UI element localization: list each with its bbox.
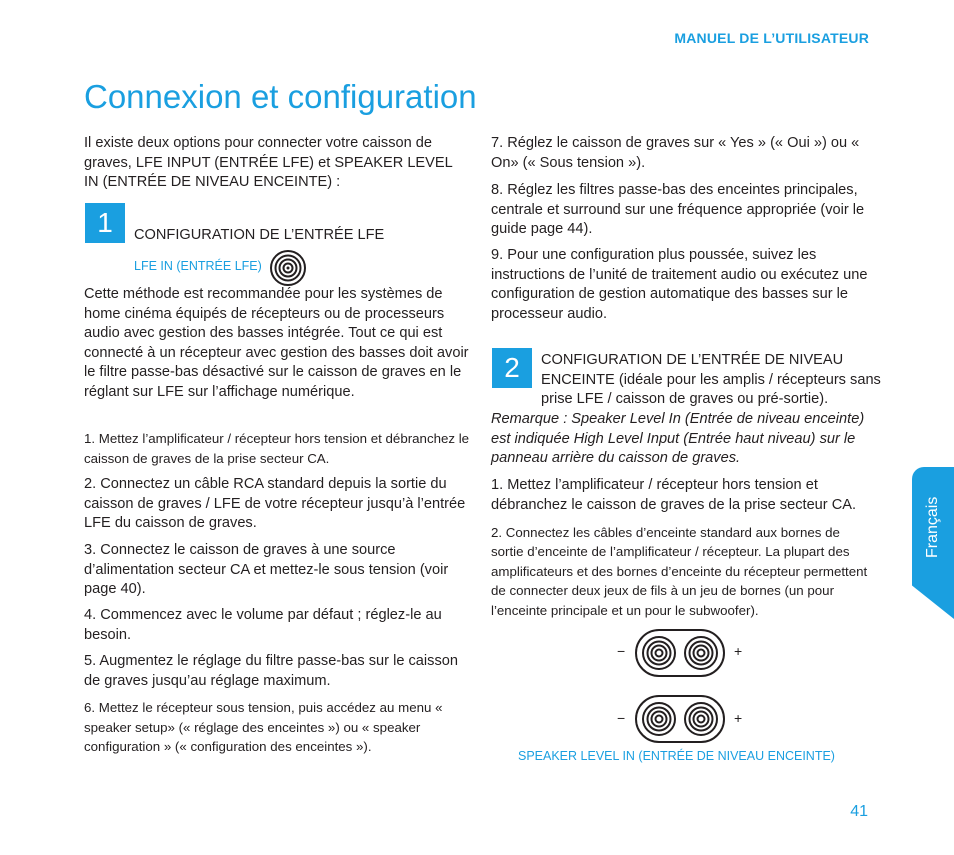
list-item: 1. Mettez l’amplificateur / récepteur hors tension et débranchez le caisson de graves de la prise secteur CA. (84, 431, 470, 466)
step-2-heading: CONFIGURATION DE L’ENTRÉE DE NIVEAU ENCEINTE (idéale pour les amplis / récepteurs sans prise LFE / caisson de graves ou pré-sortie). (541, 352, 881, 408)
list-item: 2. Connectez les câbles d’enceinte standard aux bornes de sortie d’enceinte de l’amplificateur / récepteur. La plupart des amplificateurs et des bornes d’enceinte du récepteur permettent de connecter deux jeux de fils à un jeu de bornes (un pour l’enceinte principale et un pour le subwoofer). (491, 525, 868, 618)
list-item: 3. Connectez le caisson de graves à une source d’alimentation secteur CA et mettez-le sous tension (voir page 40). (84, 542, 449, 598)
page-number: 41 (850, 803, 868, 820)
list-item: 9. Pour une configuration plus poussée, suivez les instructions de l’unité de traitement audio ou exécutez une configuration de gestion automatique des basses sur le processeur audio. (491, 247, 868, 322)
step-2-remark: Remarque : Speaker Level In (Entrée de niveau enceinte) est indiquée High Level Input (Entrée haut niveau) sur le panneau arrière du caisson de graves. (491, 411, 865, 467)
list-item: 4. Commencez avec le volume par défaut ; réglez-le au besoin. (84, 607, 442, 643)
list-item: 5. Augmentez le réglage du filtre passe-bas sur le caisson de graves jusqu’au réglage maximum. (84, 653, 458, 689)
minus-label: − (617, 643, 626, 659)
list-item: 1. Mettez l’amplificateur / récepteur hors tension et débranchez le caisson de graves de la prise secteur CA. (491, 477, 857, 513)
step-1-badge: 1 (85, 203, 125, 243)
step-2-heading-note: (idéale pour les amplis / récepteurs sans prise LFE / caisson de graves ou pré-sortie). (541, 371, 881, 408)
rca-jack-icon (269, 249, 307, 287)
speaker-terminal-icon (634, 628, 726, 678)
list-item: 7. Réglez le caisson de graves sur « Yes » (« Oui ») ou « On» (« Sous tension »). (491, 135, 860, 171)
list-item: 6. Mettez le récepteur sous tension, puis accédez au menu « speaker setup» (« réglage des enceintes ») ou « speaker configuration » (« configuration des enceintes »). (84, 700, 443, 755)
page-title: Connexion et configuration (84, 78, 477, 115)
speaker-level-caption: SPEAKER LEVEL IN (ENTRÉE DE NIVEAU ENCEINTE) (518, 749, 835, 763)
plus-label: + (734, 643, 743, 659)
lfe-caption: LFE IN (ENTRÉE LFE) (134, 259, 262, 273)
speaker-terminal-icon (634, 694, 726, 744)
lfe-paragraph: Cette méthode est recommandée pour les systèmes de home cinéma équipés de récepteurs ou de processeurs audio avec gestion des basses intégrée. Tout ce qui est connecté à un récepteur avec gestion des basses doit avoir le filtre passe-bas désactivé sur le caisson de graves en le réglant sur LFE sur l’affichage numérique. (84, 286, 469, 400)
list-item: 2. Connectez un câble RCA standard depuis la sortie du caisson de graves / LFE de votre récepteur jusqu’à l’entrée LFE du caisson de graves. (84, 476, 466, 532)
header-label: MANUEL DE L’UTILISATEUR (674, 30, 869, 46)
minus-label: − (617, 710, 626, 726)
step-2-badge: 2 (492, 348, 532, 388)
list-item: 8. Réglez les filtres passe-bas des enceintes principales, centrale et surround sur une fréquence appropriée (voir le guide page 44). (491, 182, 865, 238)
plus-label: + (734, 710, 743, 726)
intro-paragraph: Il existe deux options pour connecter votre caisson de graves, LFE INPUT (ENTRÉE LFE) et SPEAKER LEVEL IN (ENTRÉE DE NIVEAU ENCEINTE) : (84, 135, 453, 191)
language-tab-label: Français (924, 496, 941, 558)
step-1-heading: CONFIGURATION DE L’ENTRÉE LFE (134, 227, 385, 243)
